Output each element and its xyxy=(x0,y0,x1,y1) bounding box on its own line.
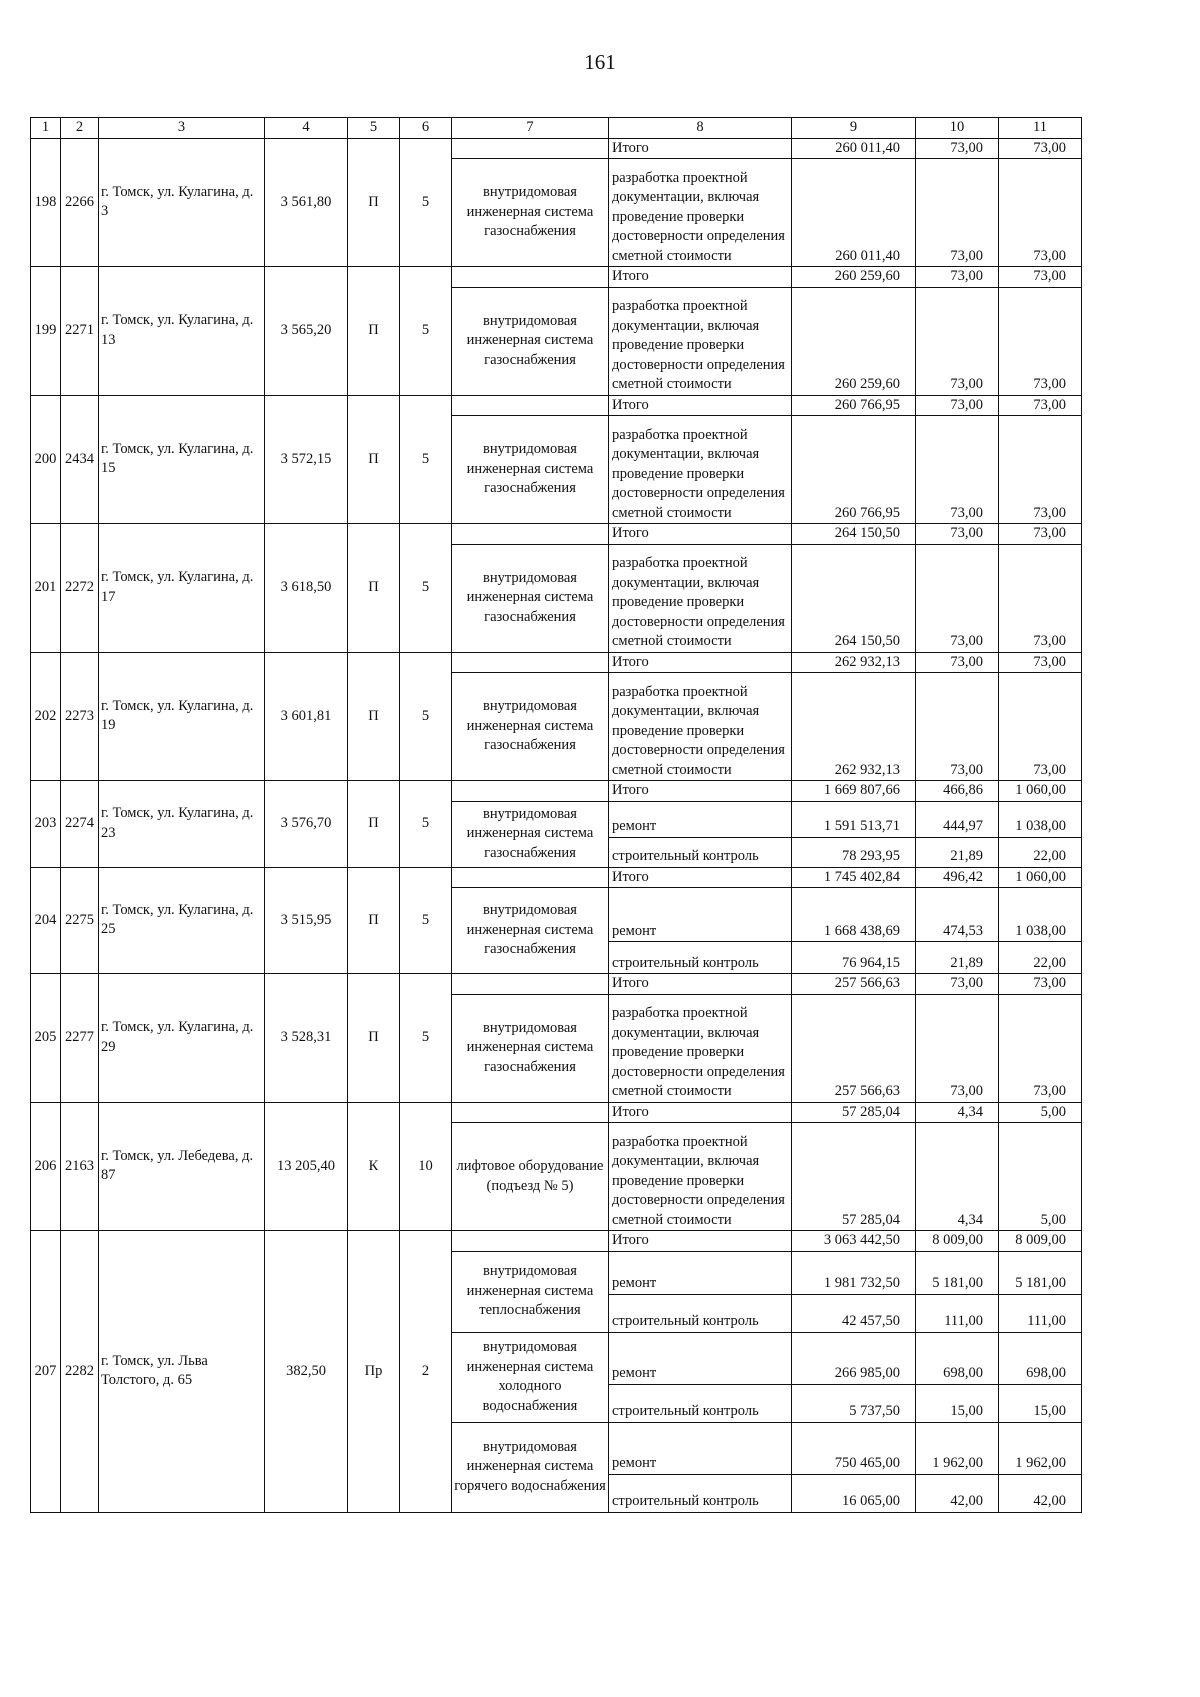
object-code: 2282 xyxy=(61,1231,99,1513)
object-address: г. Томск, ул. Кулагина, д. 23 xyxy=(99,781,265,868)
floor-count: 5 xyxy=(400,524,452,653)
wall-type: К xyxy=(348,1102,400,1231)
object-address: г. Томск, ул. Льва Толстого, д. 65 xyxy=(99,1231,265,1513)
object-address: г. Томск, ул. Кулагина, д. 17 xyxy=(99,524,265,653)
work-type: разработка проектной документации, включая проведение проверки достоверности определения сметной стоимости xyxy=(609,416,792,524)
system-name: внутридомовая инженерная система газоснабжения xyxy=(452,801,609,867)
work-value-11: 42,00 xyxy=(999,1474,1082,1512)
work-type: разработка проектной документации, включая проведение проверки достоверности определения сметной стоимости xyxy=(609,159,792,267)
system-name: внутридомовая инженерная система теплоснабжения xyxy=(452,1251,609,1332)
object-area: 3 515,95 xyxy=(265,867,348,974)
system-name: внутридомовая инженерная система газоснабжения xyxy=(452,544,609,652)
total-value-10: 73,00 xyxy=(916,267,999,288)
system-name: внутридомовая инженерная система газоснабжения xyxy=(452,994,609,1102)
work-cost: 57 285,04 xyxy=(792,1123,916,1231)
total-cost: 57 285,04 xyxy=(792,1102,916,1123)
work-value-11: 5,00 xyxy=(999,1123,1082,1231)
work-value-11: 22,00 xyxy=(999,837,1082,867)
total-value-11: 73,00 xyxy=(999,395,1082,416)
table-row xyxy=(31,1102,1082,1123)
total-cost: 1 745 402,84 xyxy=(792,867,916,888)
total-label: Итого xyxy=(609,867,792,888)
blank-cell xyxy=(452,395,609,416)
total-label: Итого xyxy=(609,524,792,545)
total-cost: 260 766,95 xyxy=(792,395,916,416)
column-number: 4 xyxy=(265,118,348,139)
work-type: ремонт xyxy=(609,888,792,942)
system-name: внутридомовая инженерная система холодного водоснабжения xyxy=(452,1332,609,1422)
work-cost: 1 668 438,69 xyxy=(792,888,916,942)
work-cost: 78 293,95 xyxy=(792,837,916,867)
blank-cell xyxy=(452,138,609,159)
object-code: 2274 xyxy=(61,781,99,868)
column-number: 9 xyxy=(792,118,916,139)
wall-type: Пр xyxy=(348,1231,400,1513)
wall-type: П xyxy=(348,652,400,781)
object-code: 2266 xyxy=(61,138,99,267)
work-value-10: 42,00 xyxy=(916,1474,999,1512)
work-value-11: 73,00 xyxy=(999,544,1082,652)
object-area: 13 205,40 xyxy=(265,1102,348,1231)
blank-cell xyxy=(452,524,609,545)
system-name: внутридомовая инженерная система газоснабжения xyxy=(452,159,609,267)
page-number: 161 xyxy=(584,50,616,74)
register-table xyxy=(30,117,1082,1513)
work-value-10: 73,00 xyxy=(916,159,999,267)
object-code: 2163 xyxy=(61,1102,99,1231)
floor-count: 5 xyxy=(400,974,452,1103)
work-cost: 16 065,00 xyxy=(792,1474,916,1512)
column-number: 2 xyxy=(61,118,99,139)
object-area: 3 561,80 xyxy=(265,138,348,267)
object-code: 2277 xyxy=(61,974,99,1103)
work-type: ремонт xyxy=(609,1422,792,1474)
total-cost: 257 566,63 xyxy=(792,974,916,995)
total-value-10: 8 009,00 xyxy=(916,1231,999,1252)
total-value-10: 73,00 xyxy=(916,138,999,159)
row-number: 201 xyxy=(31,524,61,653)
work-cost: 1 981 732,50 xyxy=(792,1251,916,1294)
blank-cell xyxy=(452,652,609,673)
work-value-11: 15,00 xyxy=(999,1384,1082,1422)
floor-count: 5 xyxy=(400,781,452,868)
work-value-11: 1 038,00 xyxy=(999,888,1082,942)
total-cost: 260 011,40 xyxy=(792,138,916,159)
table-row xyxy=(31,1231,1082,1252)
work-type: строительный контроль xyxy=(609,837,792,867)
work-value-10: 4,34 xyxy=(916,1123,999,1231)
object-address: г. Томск, ул. Кулагина, д. 25 xyxy=(99,867,265,974)
total-value-11: 73,00 xyxy=(999,138,1082,159)
object-address: г. Томск, ул. Кулагина, д. 29 xyxy=(99,974,265,1103)
column-number: 6 xyxy=(400,118,452,139)
work-cost: 264 150,50 xyxy=(792,544,916,652)
work-cost: 42 457,50 xyxy=(792,1294,916,1332)
object-area: 3 565,20 xyxy=(265,267,348,396)
row-number: 206 xyxy=(31,1102,61,1231)
work-type: ремонт xyxy=(609,801,792,837)
blank-cell xyxy=(452,867,609,888)
work-type: ремонт xyxy=(609,1332,792,1384)
total-value-10: 4,34 xyxy=(916,1102,999,1123)
total-value-11: 8 009,00 xyxy=(999,1231,1082,1252)
total-label: Итого xyxy=(609,138,792,159)
work-type: разработка проектной документации, включая проведение проверки достоверности определения сметной стоимости xyxy=(609,544,792,652)
work-value-11: 73,00 xyxy=(999,994,1082,1102)
row-number: 207 xyxy=(31,1231,61,1513)
column-number: 10 xyxy=(916,118,999,139)
system-name: внутридомовая инженерная система газоснабжения xyxy=(452,416,609,524)
object-code: 2275 xyxy=(61,867,99,974)
work-type: разработка проектной документации, включая проведение проверки достоверности определения сметной стоимости xyxy=(609,287,792,395)
work-cost: 266 985,00 xyxy=(792,1332,916,1384)
work-value-11: 73,00 xyxy=(999,673,1082,781)
work-cost: 1 591 513,71 xyxy=(792,801,916,837)
work-cost: 260 259,60 xyxy=(792,287,916,395)
column-number: 1 xyxy=(31,118,61,139)
blank-cell xyxy=(452,974,609,995)
total-label: Итого xyxy=(609,1102,792,1123)
blank-cell xyxy=(452,267,609,288)
total-label: Итого xyxy=(609,1231,792,1252)
work-value-10: 1 962,00 xyxy=(916,1422,999,1474)
column-number-row xyxy=(31,118,1082,139)
total-label: Итого xyxy=(609,267,792,288)
table-row xyxy=(31,395,1082,416)
wall-type: П xyxy=(348,267,400,396)
work-value-11: 22,00 xyxy=(999,942,1082,974)
total-cost: 1 669 807,66 xyxy=(792,781,916,802)
total-value-10: 73,00 xyxy=(916,652,999,673)
work-value-11: 698,00 xyxy=(999,1332,1082,1384)
wall-type: П xyxy=(348,395,400,524)
object-code: 2273 xyxy=(61,652,99,781)
object-area: 3 576,70 xyxy=(265,781,348,868)
object-address: г. Томск, ул. Лебедева, д. 87 xyxy=(99,1102,265,1231)
total-value-11: 73,00 xyxy=(999,524,1082,545)
object-area: 3 572,15 xyxy=(265,395,348,524)
system-name: внутридомовая инженерная система газоснабжения xyxy=(452,673,609,781)
work-value-10: 73,00 xyxy=(916,673,999,781)
total-label: Итого xyxy=(609,781,792,802)
work-cost: 262 932,13 xyxy=(792,673,916,781)
total-value-11: 1 060,00 xyxy=(999,781,1082,802)
work-cost: 5 737,50 xyxy=(792,1384,916,1422)
work-type: разработка проектной документации, включая проведение проверки достоверности определения сметной стоимости xyxy=(609,994,792,1102)
total-cost: 260 259,60 xyxy=(792,267,916,288)
system-name: внутридомовая инженерная система горячего водоснабжения xyxy=(452,1422,609,1512)
work-value-11: 1 962,00 xyxy=(999,1422,1082,1474)
total-value-10: 73,00 xyxy=(916,524,999,545)
work-value-10: 73,00 xyxy=(916,994,999,1102)
total-cost: 264 150,50 xyxy=(792,524,916,545)
work-value-10: 15,00 xyxy=(916,1384,999,1422)
blank-cell xyxy=(452,1102,609,1123)
floor-count: 2 xyxy=(400,1231,452,1513)
floor-count: 5 xyxy=(400,867,452,974)
work-value-10: 21,89 xyxy=(916,837,999,867)
work-cost: 260 766,95 xyxy=(792,416,916,524)
work-value-11: 73,00 xyxy=(999,416,1082,524)
column-number: 3 xyxy=(99,118,265,139)
object-code: 2434 xyxy=(61,395,99,524)
work-cost: 257 566,63 xyxy=(792,994,916,1102)
wall-type: П xyxy=(348,974,400,1103)
column-number: 5 xyxy=(348,118,400,139)
blank-cell xyxy=(452,1231,609,1252)
system-name: внутридомовая инженерная система газоснабжения xyxy=(452,888,609,974)
total-label: Итого xyxy=(609,974,792,995)
total-value-11: 5,00 xyxy=(999,1102,1082,1123)
table-row xyxy=(31,267,1082,288)
row-number: 204 xyxy=(31,867,61,974)
work-value-11: 73,00 xyxy=(999,159,1082,267)
total-cost: 3 063 442,50 xyxy=(792,1231,916,1252)
table-row xyxy=(31,867,1082,888)
work-type: строительный контроль xyxy=(609,1294,792,1332)
object-code: 2271 xyxy=(61,267,99,396)
work-value-11: 111,00 xyxy=(999,1294,1082,1332)
total-label: Итого xyxy=(609,395,792,416)
total-cost: 262 932,13 xyxy=(792,652,916,673)
work-value-10: 111,00 xyxy=(916,1294,999,1332)
wall-type: П xyxy=(348,138,400,267)
floor-count: 5 xyxy=(400,395,452,524)
floor-count: 5 xyxy=(400,652,452,781)
total-value-10: 73,00 xyxy=(916,395,999,416)
table-row xyxy=(31,974,1082,995)
work-value-10: 73,00 xyxy=(916,416,999,524)
system-name: лифтовое оборудование (подъезд № 5) xyxy=(452,1123,609,1231)
object-address: г. Томск, ул. Кулагина, д. 15 xyxy=(99,395,265,524)
object-address: г. Томск, ул. Кулагина, д. 3 xyxy=(99,138,265,267)
total-value-10: 73,00 xyxy=(916,974,999,995)
wall-type: П xyxy=(348,781,400,868)
column-number: 7 xyxy=(452,118,609,139)
object-area: 3 528,31 xyxy=(265,974,348,1103)
work-value-10: 444,97 xyxy=(916,801,999,837)
total-value-11: 73,00 xyxy=(999,267,1082,288)
wall-type: П xyxy=(348,867,400,974)
work-type: строительный контроль xyxy=(609,1384,792,1422)
table-row xyxy=(31,652,1082,673)
work-value-11: 73,00 xyxy=(999,287,1082,395)
table-row xyxy=(31,781,1082,802)
work-value-11: 1 038,00 xyxy=(999,801,1082,837)
object-area: 3 601,81 xyxy=(265,652,348,781)
column-number: 11 xyxy=(999,118,1082,139)
work-value-10: 73,00 xyxy=(916,544,999,652)
wall-type: П xyxy=(348,524,400,653)
total-value-11: 1 060,00 xyxy=(999,867,1082,888)
work-cost: 750 465,00 xyxy=(792,1422,916,1474)
work-cost: 76 964,15 xyxy=(792,942,916,974)
object-address: г. Томск, ул. Кулагина, д. 19 xyxy=(99,652,265,781)
work-type: разработка проектной документации, включая проведение проверки достоверности определения сметной стоимости xyxy=(609,673,792,781)
work-type: строительный контроль xyxy=(609,1474,792,1512)
object-area: 3 618,50 xyxy=(265,524,348,653)
total-value-11: 73,00 xyxy=(999,974,1082,995)
row-number: 203 xyxy=(31,781,61,868)
work-value-10: 5 181,00 xyxy=(916,1251,999,1294)
floor-count: 5 xyxy=(400,138,452,267)
work-type: разработка проектной документации, включая проведение проверки достоверности определения сметной стоимости xyxy=(609,1123,792,1231)
work-type: ремонт xyxy=(609,1251,792,1294)
total-value-10: 466,86 xyxy=(916,781,999,802)
table-row xyxy=(31,524,1082,545)
floor-count: 10 xyxy=(400,1102,452,1231)
work-value-11: 5 181,00 xyxy=(999,1251,1082,1294)
work-type: строительный контроль xyxy=(609,942,792,974)
system-name: внутридомовая инженерная система газоснабжения xyxy=(452,287,609,395)
total-label: Итого xyxy=(609,652,792,673)
total-value-10: 496,42 xyxy=(916,867,999,888)
work-value-10: 698,00 xyxy=(916,1332,999,1384)
total-value-11: 73,00 xyxy=(999,652,1082,673)
floor-count: 5 xyxy=(400,267,452,396)
row-number: 199 xyxy=(31,267,61,396)
object-area: 382,50 xyxy=(265,1231,348,1513)
column-number: 8 xyxy=(609,118,792,139)
row-number: 198 xyxy=(31,138,61,267)
row-number: 200 xyxy=(31,395,61,524)
object-address: г. Томск, ул. Кулагина, д. 13 xyxy=(99,267,265,396)
work-cost: 260 011,40 xyxy=(792,159,916,267)
table-row xyxy=(31,138,1082,159)
work-value-10: 21,89 xyxy=(916,942,999,974)
work-value-10: 73,00 xyxy=(916,287,999,395)
object-code: 2272 xyxy=(61,524,99,653)
row-number: 205 xyxy=(31,974,61,1103)
row-number: 202 xyxy=(31,652,61,781)
work-value-10: 474,53 xyxy=(916,888,999,942)
blank-cell xyxy=(452,781,609,802)
